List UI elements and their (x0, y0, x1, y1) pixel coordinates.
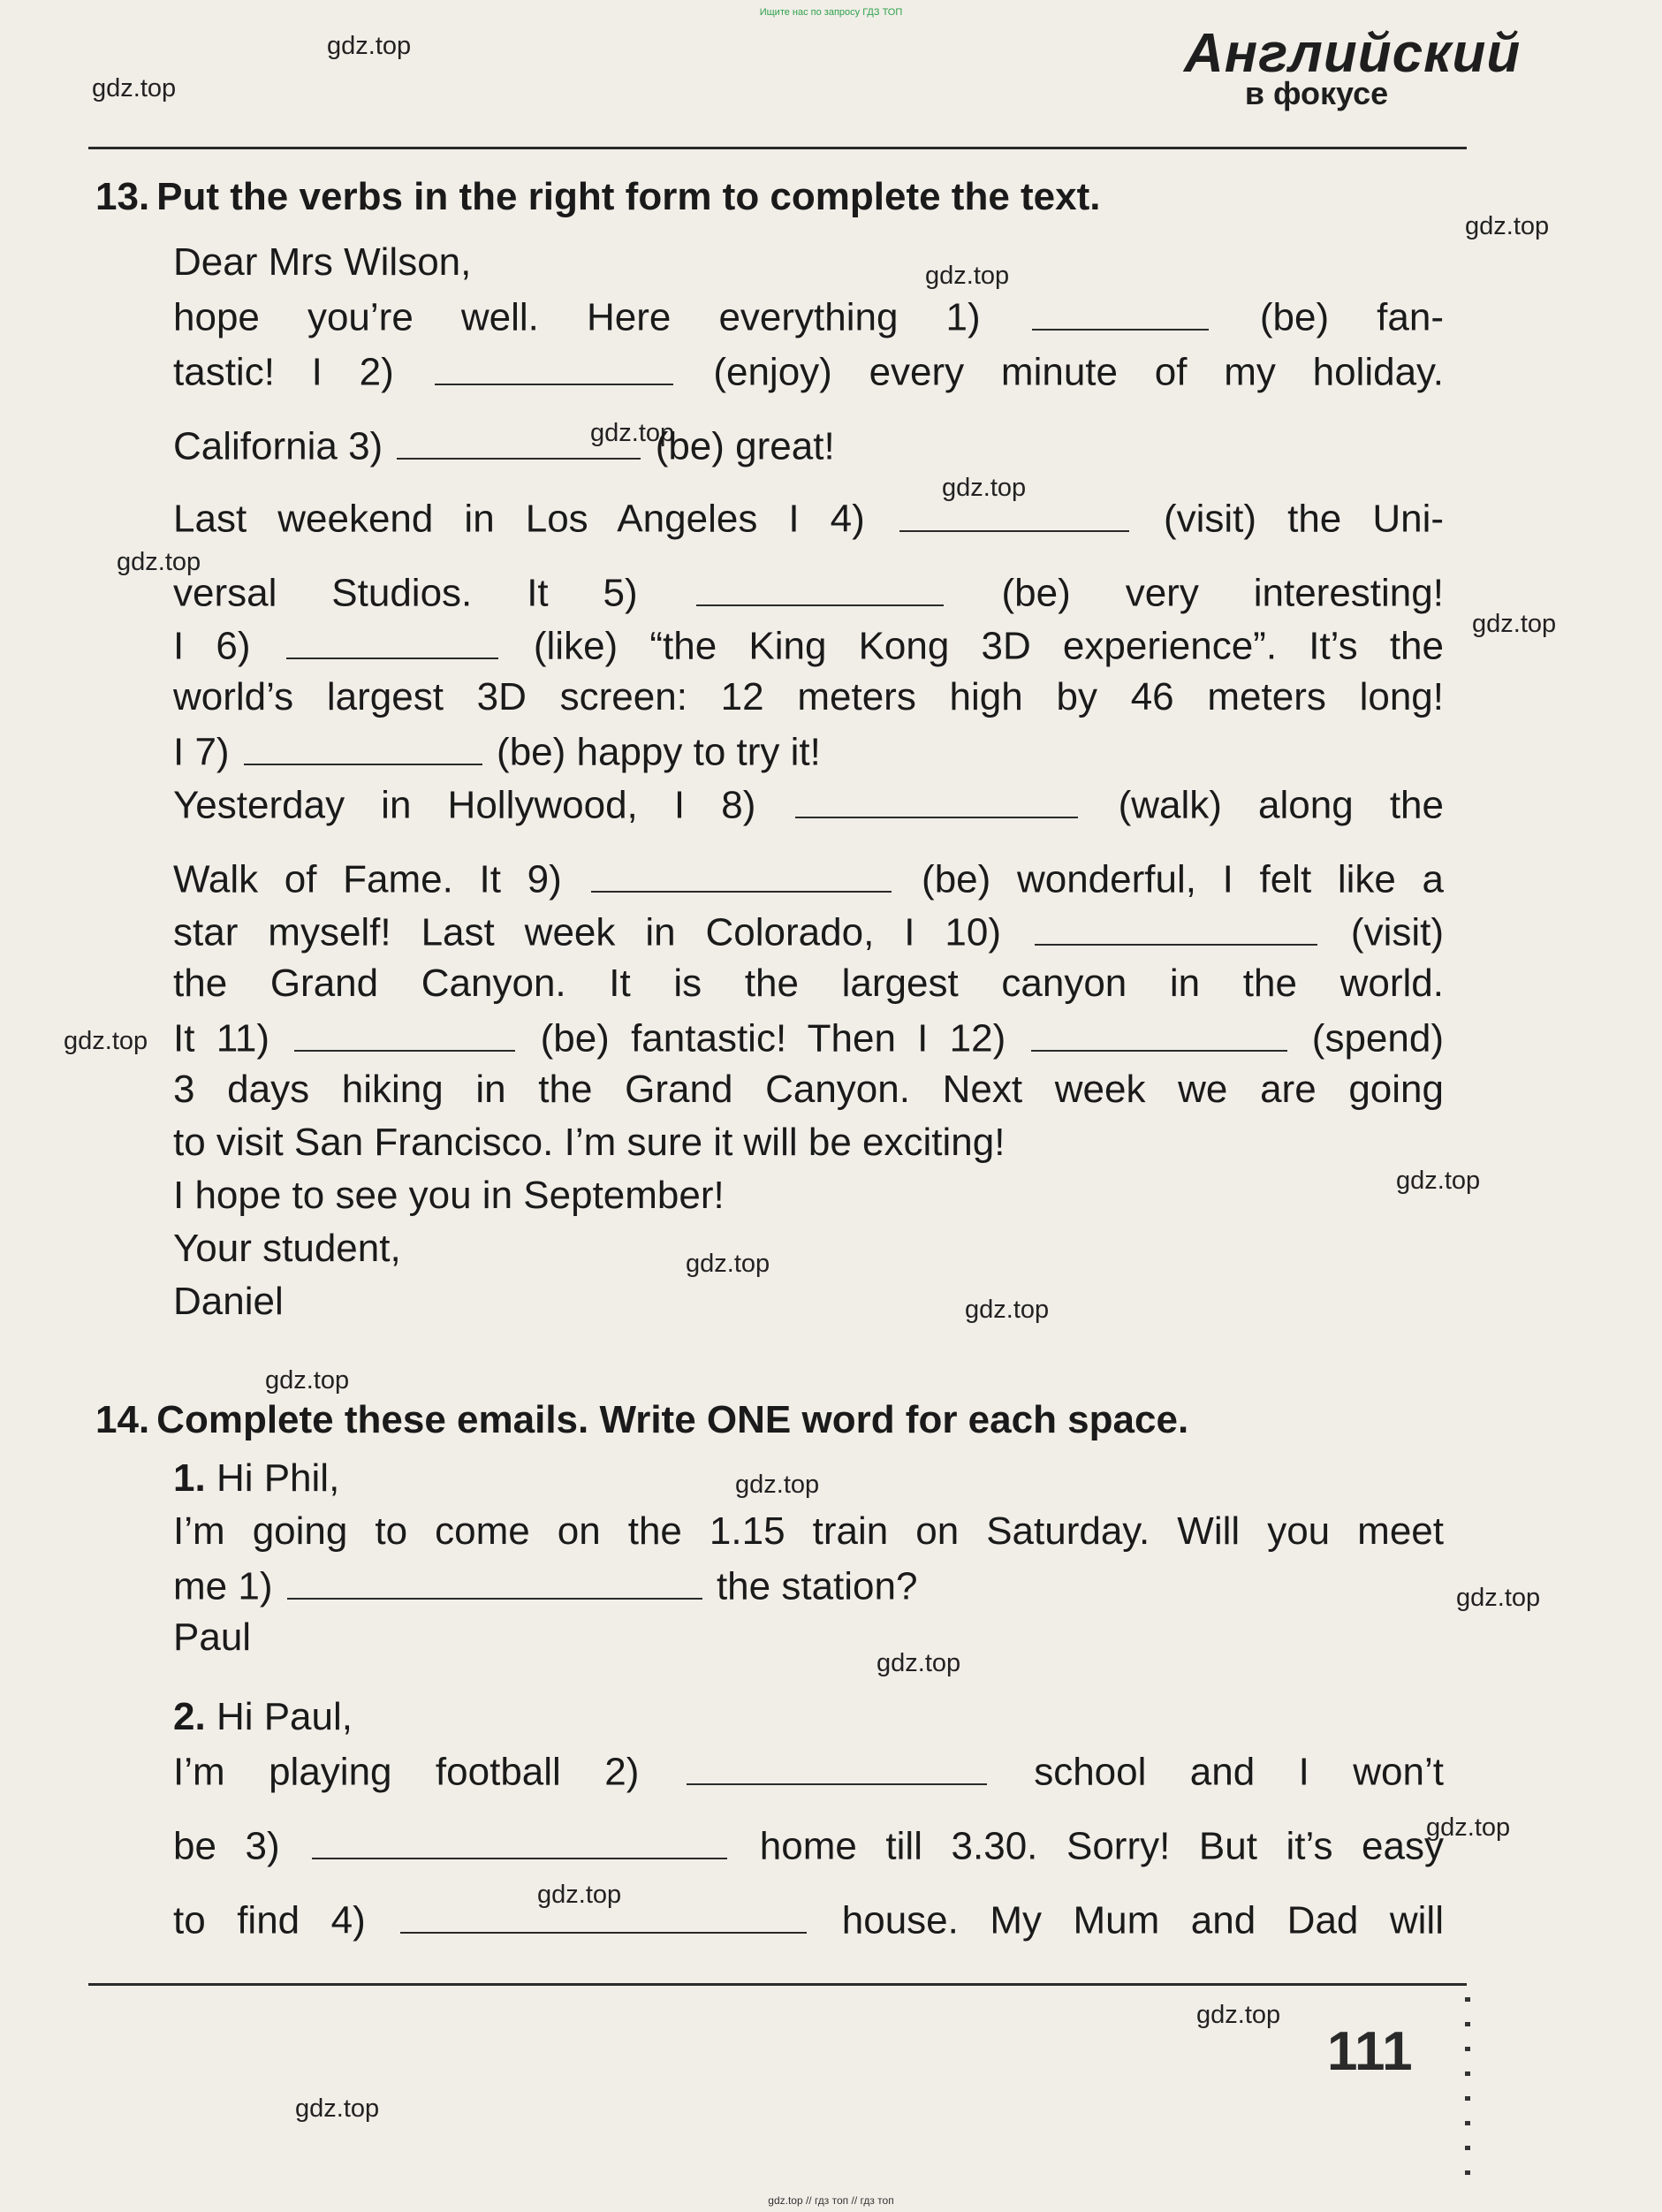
text: 3 days hiking in the Grand Canyon. Next week we are going (173, 1068, 1444, 1111)
email-number: 1. (173, 1456, 206, 1500)
answer-blank-2[interactable] (435, 348, 673, 385)
text: home till 3.30. Sorry! But it’s easy (759, 1824, 1444, 1868)
exercise-14-title: Complete these emails. Write ONE word for each space. (156, 1398, 1189, 1441)
answer-blank-3[interactable] (397, 422, 641, 460)
answer-blank-7[interactable] (244, 728, 482, 765)
text: I 7) (173, 730, 230, 774)
watermark: gdz.top (327, 32, 412, 60)
answer-blank-6[interactable] (286, 622, 498, 659)
answer-blank-1[interactable] (1032, 293, 1209, 331)
text: the Grand Canyon. It is the largest canyon in the world. (173, 962, 1444, 1005)
answer-blank-11[interactable] (294, 1015, 515, 1052)
text: tastic! I 2) (173, 350, 394, 394)
text: me 1) (173, 1564, 273, 1608)
exercise-14-number: 14. (95, 1398, 150, 1441)
email-line (173, 1562, 917, 1609)
letter-line (173, 962, 1444, 1006)
watermark: gdz.top (965, 1296, 1050, 1324)
watermark: gdz.top (265, 1366, 350, 1395)
text: (be) very interesting! (1001, 571, 1444, 615)
letter-line (173, 781, 1444, 828)
text: house. My Mum and Dad will (841, 1898, 1444, 1942)
text: to visit San Francisco. I’m sure it will be exciting! (173, 1121, 1006, 1164)
text: (be) fantastic! Then I 12) (540, 1016, 1006, 1060)
text: be 3) (173, 1824, 280, 1868)
text: (like) “the King Kong 3D experience”. It’s the (533, 624, 1444, 668)
top-rule (88, 147, 1467, 149)
watermark: gdz.top (590, 419, 675, 447)
letter-line (173, 293, 1444, 340)
answer-blank-10[interactable] (1035, 908, 1317, 946)
letter-line (173, 1121, 1005, 1165)
margin-dots (1465, 1997, 1470, 2192)
email-line (173, 1822, 1444, 1869)
watermark: gdz.top (117, 548, 201, 576)
watermark: gdz.top (64, 1027, 148, 1055)
letter-line (173, 1227, 401, 1271)
watermark: gdz.top (1472, 610, 1557, 638)
text: world’s largest 3D screen: 12 meters high by 46 meters long! (173, 675, 1444, 718)
letter-line (173, 348, 1444, 395)
letter-line (173, 1015, 1444, 1061)
email-line (173, 1456, 339, 1501)
letter-line (173, 908, 1444, 955)
top-banner: Ищите нас по запросу ГДЗ ТОП (759, 7, 903, 18)
text: Daniel (173, 1280, 284, 1323)
text: California 3) (173, 424, 383, 468)
letter-line (173, 240, 471, 285)
watermark: gdz.top (1426, 1813, 1511, 1842)
text: (visit) the Uni- (1163, 497, 1445, 541)
watermark: gdz.top (686, 1250, 770, 1278)
text: school and I won’t (1034, 1750, 1444, 1794)
letter-line (173, 422, 835, 469)
answer-blank-5[interactable] (696, 569, 944, 606)
watermark: gdz.top (1396, 1167, 1481, 1195)
text: Last weekend in Los Angeles I 4) (173, 497, 865, 541)
text: (enjoy) every minute of my holiday. (713, 350, 1445, 394)
email-blank-1[interactable] (287, 1562, 702, 1600)
watermark: gdz.top (295, 2094, 380, 2123)
answer-blank-4[interactable] (899, 495, 1129, 532)
watermark: gdz.top (1465, 212, 1550, 240)
text: (be) wonderful, I felt like a (922, 857, 1444, 901)
email-line (173, 1695, 353, 1739)
letter-line (173, 622, 1444, 669)
text: (be) great! (655, 424, 835, 468)
text: Your student, (173, 1227, 401, 1270)
letter-line (173, 569, 1444, 616)
text: to find 4) (173, 1898, 366, 1942)
text: Paul (173, 1615, 252, 1659)
text: Walk of Fame. It 9) (173, 857, 562, 901)
text: I’m going to come on the 1.15 train on Saturday. Will you meet (173, 1509, 1444, 1553)
email-blank-2[interactable] (687, 1748, 987, 1785)
email-number: 2. (173, 1695, 206, 1738)
watermark: gdz.top (537, 1881, 622, 1909)
text: Dear Mrs Wilson, (173, 240, 472, 284)
text: It 11) (173, 1016, 270, 1060)
watermark: gdz.top (92, 74, 177, 103)
text: versal Studios. It 5) (173, 571, 638, 615)
exercise-14-heading (95, 1398, 1188, 1442)
page-number: 111 (1327, 2021, 1413, 2082)
text: Yesterday in Hollywood, I 8) (173, 783, 756, 827)
email-blank-3[interactable] (312, 1822, 727, 1859)
bottom-banner: gdz.top // гдз топ // гдз топ (768, 2194, 894, 2207)
bottom-rule (88, 1983, 1467, 1986)
exercise-13-number: 13. (95, 175, 150, 218)
text: star myself! Last week in Colorado, I 10) (173, 910, 1002, 954)
letter-line (173, 855, 1444, 902)
text: I’m playing football 2) (173, 1750, 640, 1794)
email-line (173, 1615, 251, 1660)
watermark: gdz.top (942, 474, 1027, 502)
text: (be) fan- (1259, 295, 1444, 339)
letter-line (173, 728, 821, 775)
watermark: gdz.top (735, 1471, 820, 1499)
text: (visit) (1350, 910, 1445, 954)
text: (be) happy to try it! (497, 730, 821, 774)
letter-line (173, 675, 1444, 719)
letter-line (173, 495, 1444, 542)
watermark: gdz.top (925, 262, 1010, 290)
watermark: gdz.top (1196, 2001, 1281, 2029)
watermark: gdz.top (1456, 1584, 1541, 1612)
letter-line (173, 1280, 284, 1324)
email-line (173, 1509, 1444, 1554)
exercise-13-title: Put the verbs in the right form to complete the text. (156, 175, 1101, 218)
watermark: gdz.top (877, 1649, 961, 1677)
email-blank-4[interactable] (400, 1897, 807, 1934)
text: I 6) (173, 624, 251, 668)
exercise-13-heading (95, 175, 1101, 219)
text: hope you’re well. Here everything 1) (173, 295, 981, 339)
letter-line (173, 1174, 725, 1218)
logo-main-text: Английский (1184, 23, 1522, 84)
text: (walk) along the (1118, 783, 1444, 827)
text: the station? (716, 1564, 918, 1608)
text: I hope to see you in September! (173, 1174, 725, 1217)
answer-blank-12[interactable] (1031, 1015, 1287, 1052)
email-line (173, 1897, 1444, 1943)
letter-line (173, 1068, 1444, 1112)
book-logo (1184, 23, 1522, 111)
logo-sub-text: в фокусе (1244, 75, 1389, 111)
text: Hi Paul, (216, 1695, 353, 1738)
email-line (173, 1748, 1444, 1795)
text: Hi Phil, (216, 1456, 340, 1500)
answer-blank-9[interactable] (591, 855, 892, 893)
answer-blank-8[interactable] (795, 781, 1078, 818)
text: (spend) (1311, 1016, 1444, 1060)
